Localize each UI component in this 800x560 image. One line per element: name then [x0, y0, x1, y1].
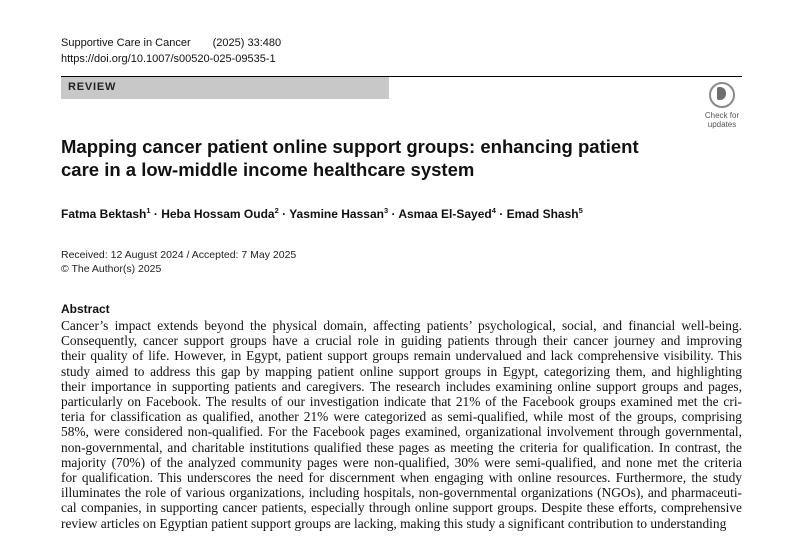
abstract-line: their importance in supporting patients and caregivers. The research includes examining online support groups and pages,: [61, 378, 742, 394]
author-affiliation: 3: [383, 206, 389, 215]
author-name[interactable]: Asmaa El-Sayed: [398, 207, 492, 221]
journal-volume: (2025) 33:480: [212, 37, 282, 49]
journal-name: Supportive Care in Cancer: [61, 37, 191, 49]
doi-link[interactable]: https://doi.org/10.1007/s00520-025-09535-1: [61, 53, 276, 65]
abstract-line: particularly on Facebook. The results of our investigation indicate that 21% of the Facebook groups examined met the cri-: [61, 394, 742, 410]
abstract-line: majority (70%) of the analyzed community pages were non-qualified, 30% were semi-qualified, and none met the criteria: [61, 454, 742, 470]
author-affiliation: 2: [274, 206, 279, 215]
author-list: Fatma Bektash$^1$ · Heba Hossam Ouda$^2$ · Yasmine Hassan$^3$ · Asmaa El-Sayed$^4$ · Emad Shash$^5$: [61, 206, 583, 221]
abstract-line: cal companies, in supporting cancer patients, especially through online support groups. Despite these efforts, comprehensive: [61, 500, 742, 516]
abstract-line: study aimed to address this gap by mapping patient online support groups in Egypt, categorizing them, and highlighting: [61, 363, 742, 379]
abstract-line: non-governmental, and charitable institutions qualified these pages as meeting the criteria for qualification. In contrast, the: [61, 439, 742, 455]
author-affiliation: 1: [146, 206, 151, 215]
author-affiliation: 5: [578, 206, 583, 215]
author-name[interactable]: Emad Shash: [506, 207, 579, 221]
abstract-heading: Abstract: [61, 302, 110, 316]
check-for-updates-label: Check for updates: [704, 111, 740, 129]
author-name[interactable]: Yasmine Hassan: [289, 207, 384, 221]
journal-header: [61, 35, 281, 67]
abstract-line: review articles on Egyptian patient support groups are lacking, making this study a significant contribution to understanding: [61, 515, 727, 531]
author-affiliation: 4: [491, 206, 496, 215]
abstract-line: 58%, were considered non-qualified. For the Facebook pages examined, organizational involvement through governmental,: [61, 424, 742, 440]
abstract-line: illuminates the role of various organizations, including hospitals, non-governmental organizations (NGOs), and pharmaceuti-: [61, 485, 742, 501]
section-label-bar: [61, 77, 389, 99]
author-name[interactable]: Fatma Bektash: [61, 207, 147, 221]
abstract-line: Cancer’s impact extends beyond the physical domain, affecting patients’ psychological, social, and financial well-being.: [61, 318, 742, 333]
received-accepted-dates: Received: 12 August 2024 / Accepted: 7 May 2025: [61, 249, 297, 261]
abstract-line: their quality of life. However, in Egypt, patient support groups remain undervalued and lack comprehensive visibility. This: [61, 348, 742, 364]
section-label: REVIEW: [68, 81, 117, 93]
abstract-body: [61, 318, 742, 531]
abstract-line: Consequently, cancer support groups have a crucial role in guiding patients through their cancer journey and improving: [61, 333, 742, 349]
article-title: Mapping cancer patient online support groups: enhancing patient care in a low-middle income healthcare system: [61, 136, 639, 180]
abstract-line: teria for classification as qualified, another 21% were categorized as semi-qualified, while most of the groups, comprising: [61, 409, 742, 425]
abstract-line: for qualification. This underscores the need for discernment when engaging with online resources. Furthermore, the study: [61, 470, 742, 486]
check-for-updates-icon: [709, 82, 735, 108]
copyright-line: © The Author(s) 2025: [61, 263, 162, 275]
check-for-updates-badge[interactable]: [700, 82, 744, 129]
author-name[interactable]: Heba Hossam Ouda: [161, 207, 275, 221]
article-dates: [61, 248, 296, 276]
